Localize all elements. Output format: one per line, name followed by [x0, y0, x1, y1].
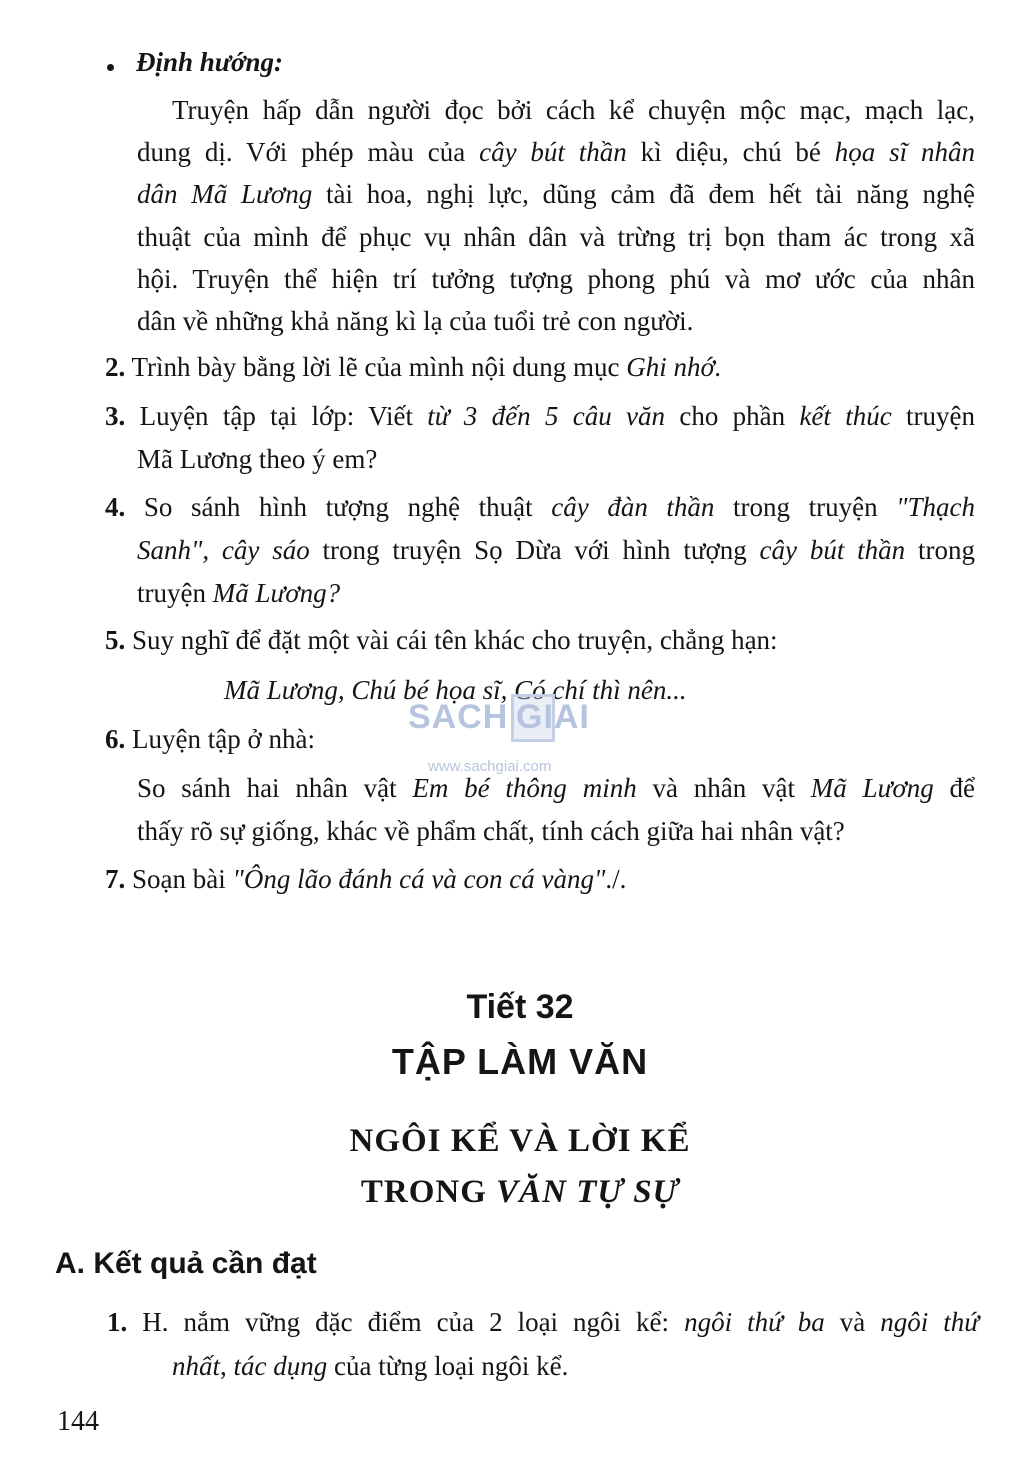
paragraph-line: Truyện hấp dẫn người đọc bởi cách kể chuyện mộc mạc, mạch lạc, [172, 95, 975, 125]
section-a-heading: A. Kết quả cần đạt [55, 1247, 317, 1280]
watermark [408, 690, 618, 780]
list-item-4-cont: Sanh", cây sáo trong truyện Sọ Dừa với hình tượng cây bút thần trong [137, 535, 975, 565]
section-a-item-1: 1. H. nắm vững đặc điểm của 2 loại ngôi kể: ngôi thứ ba và ngôi thứ [107, 1307, 980, 1337]
list-item-6: 6. Luyện tập ở nhà: [105, 724, 315, 754]
list-item-7: 7. Soạn bài "Ông lão đánh cá và con cá vàng"./. [105, 864, 627, 894]
paragraph-line: dân Mã Lương tài hoa, nghị lực, dũng cảm đã đem hết tài năng nghệ [137, 179, 975, 209]
watermark-url: www.sachgiai.com [428, 758, 552, 775]
lesson-period: Tiết 32 [466, 988, 574, 1026]
section-a-item-1-cont: nhất, tác dụng của từng loại ngôi kể. [172, 1351, 569, 1381]
bullet-dot [107, 64, 114, 71]
paragraph-line: dân về những khả năng kì lạ của tuổi trẻ con người. [137, 306, 694, 336]
list-item-4-cont: truyện Mã Lương? [137, 578, 341, 608]
list-item-4: 4. So sánh hình tượng nghệ thuật cây đàn thần trong truyện "Thạch [105, 492, 975, 522]
watermark-brand: GIAI [516, 698, 590, 736]
list-item-3: 3. Luyện tập tại lớp: Viết từ 3 đến 5 câu văn cho phần kết thúc truyện [105, 401, 976, 431]
page-number: 144 [57, 1406, 99, 1437]
lesson-subject: TẬP LÀM VĂN [391, 1041, 649, 1082]
lesson-title: TRONG VĂN TỰ SỰ [360, 1174, 680, 1210]
watermark-brand: SACH [408, 698, 509, 736]
list-item-3-cont: Mã Lương theo ý em? [137, 444, 378, 474]
list-item-6-cont: thấy rõ sự giống, khác về phẩm chất, tính cách giữa hai nhân vật? [137, 816, 845, 846]
paragraph-line: thuật của mình để phục vụ nhân dân và trừng trị bọn tham ác trong xã [137, 222, 975, 252]
paragraph-line: hội. Truyện thể hiện trí tưởng tượng phong phú và mơ ước của nhân [137, 264, 975, 294]
list-item-5-example: Mã Lương, Chú bé họa sĩ, Có chí thì nên... [224, 675, 687, 705]
bullet-label: Định hướng: [136, 47, 283, 77]
list-item-5: 5. Suy nghĩ để đặt một vài cái tên khác cho truyện, chẳng hạn: [105, 625, 778, 655]
list-item-2: 2. Trình bày bằng lời lẽ của mình nội dung mục Ghi nhớ. [105, 352, 722, 382]
lesson-title: NGÔI KỂ VÀ LỜI KỂ [349, 1123, 691, 1159]
paragraph-line: dung dị. Với phép màu của cây bút thần kì diệu, chú bé họa sĩ nhân [137, 137, 975, 167]
list-item-6-cont: So sánh hai nhân vật Em bé thông minh và nhân vật Mã Lương để [137, 773, 976, 803]
